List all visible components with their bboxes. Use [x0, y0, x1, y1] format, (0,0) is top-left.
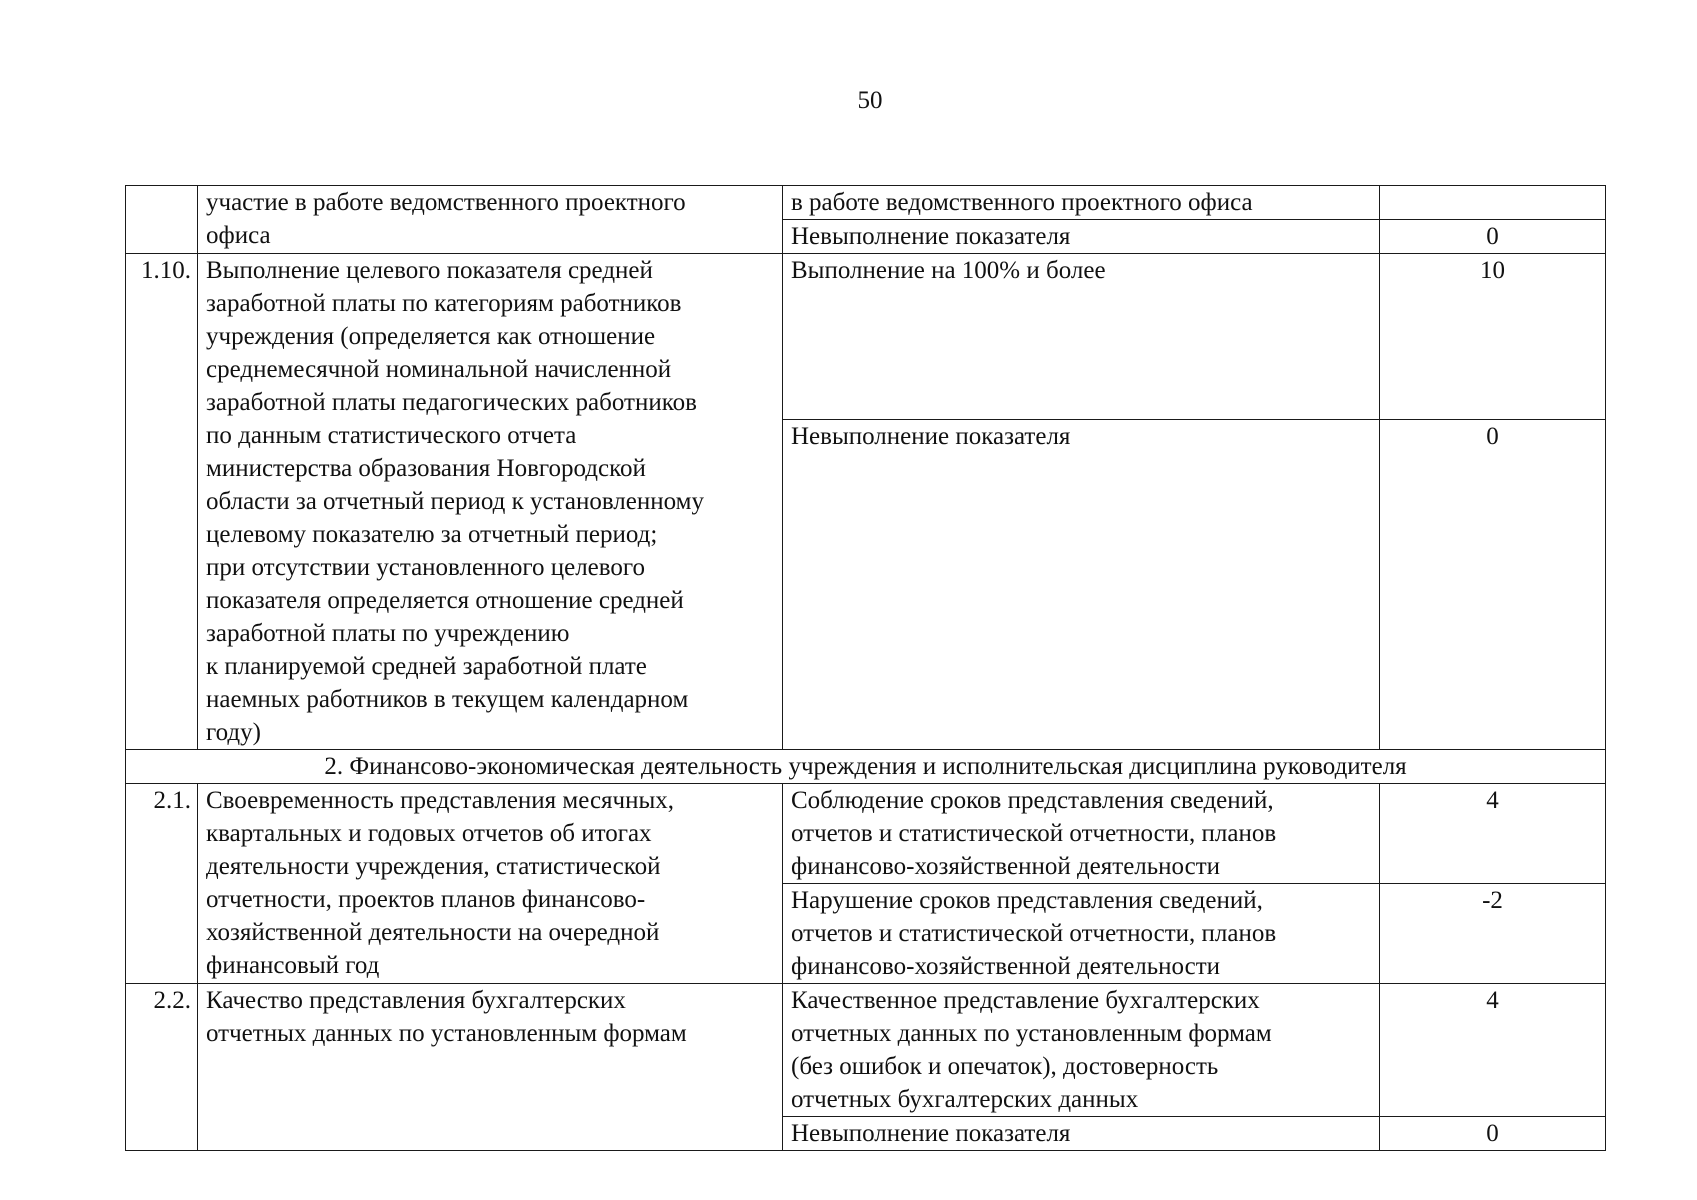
indicator-cell — [198, 254, 783, 750]
indicator-line: к планируемой средней заработной плате — [206, 653, 647, 680]
criterion-cell — [783, 884, 1380, 984]
criterion-line: отчетных данных по установленным формам — [791, 1020, 1272, 1047]
criterion-line: финансово-хозяйственной деятельности — [791, 853, 1221, 880]
indicator-line: отчетных данных по установленным формам — [206, 1020, 687, 1047]
table-row — [126, 186, 1606, 220]
indicator-line: по данным статистического отчета — [206, 422, 577, 449]
indicator-line: заработной платы педагогических работников — [206, 389, 697, 416]
criterion-line: Невыполнение показателя — [791, 223, 1071, 250]
indicator-line: хозяйственной деятельности на очередной — [206, 919, 660, 946]
indicator-line: году) — [206, 719, 261, 746]
criterion-line: Выполнение на 100% и более — [791, 257, 1106, 284]
criterion-line: в работе ведомственного проектного офиса — [791, 189, 1253, 216]
indicator-line: Своевременность представления месячных, — [206, 787, 675, 814]
indicator-cell — [198, 784, 783, 984]
criterion-line: Нарушение сроков представления сведений, — [791, 887, 1263, 914]
criterion-line: отчетов и статистической отчетности, планов — [791, 920, 1277, 947]
row-number: 2.1. — [126, 784, 198, 984]
criterion-line: Невыполнение показателя — [791, 423, 1071, 450]
indicator-line: Качество представления бухгалтерских — [206, 987, 626, 1014]
indicator-line: области за отчетный период к установленному — [206, 488, 704, 515]
indicator-line: министерства образования Новгородской — [206, 455, 646, 482]
page-number: 50 — [857, 87, 883, 114]
table-row — [126, 784, 1606, 884]
score-cell — [1380, 186, 1606, 220]
indicator-line: среднемесячной номинальной начисленной — [206, 356, 672, 383]
criterion-cell — [783, 220, 1380, 254]
indicator-line: показателя определяется отношение средней — [206, 587, 684, 614]
score-cell: 4 — [1380, 784, 1606, 884]
indicator-line: отчетности, проектов планов финансово- — [206, 886, 646, 913]
criterion-line: Качественное представление бухгалтерских — [791, 987, 1260, 1014]
criterion-cell — [783, 1117, 1380, 1151]
indicator-line: Выполнение целевого показателя средней — [206, 257, 653, 284]
indicator-line: офиса — [206, 222, 271, 249]
score-cell: -2 — [1380, 884, 1606, 984]
score-cell: 0 — [1380, 220, 1606, 254]
indicator-line: деятельности учреждения, статистической — [206, 853, 661, 880]
indicator-line: целевому показателю за отчетный период; — [206, 521, 658, 548]
indicator-line: учреждения (определяется как отношение — [206, 323, 656, 350]
indicator-line: наемных работников в текущем календарном — [206, 686, 689, 713]
indicator-line: заработной платы по учреждению — [206, 620, 570, 647]
score-cell: 0 — [1380, 420, 1606, 750]
indicator-cell — [198, 984, 783, 1151]
score-cell: 4 — [1380, 984, 1606, 1117]
criterion-line: отчетных бухгалтерских данных — [791, 1086, 1139, 1113]
row-number — [126, 186, 198, 254]
criterion-cell — [783, 420, 1380, 750]
indicator-line: квартальных и годовых отчетов об итогах — [206, 820, 652, 847]
criterion-cell — [783, 254, 1380, 420]
criterion-line: Невыполнение показателя — [791, 1120, 1071, 1147]
row-number: 2.2. — [126, 984, 198, 1151]
criterion-line: (без ошибок и опечаток), достоверность — [791, 1053, 1219, 1080]
row-number: 1.10. — [126, 254, 198, 750]
section-title: 2. Финансово-экономическая деятельность учреждения и исполнительская дисциплина руководителя — [324, 753, 1407, 780]
score-cell: 10 — [1380, 254, 1606, 420]
indicator-line: участие в работе ведомственного проектного — [206, 189, 686, 216]
section-heading — [126, 750, 1606, 784]
indicator-line: при отсутствии установленного целевого — [206, 554, 646, 581]
criteria-table — [125, 185, 1606, 1151]
criterion-line: отчетов и статистической отчетности, планов — [791, 820, 1277, 847]
table-row — [126, 750, 1606, 784]
indicator-line: финансовый год — [206, 952, 380, 979]
criterion-line: Соблюдение сроков представления сведений, — [791, 787, 1274, 814]
table-row — [126, 984, 1606, 1117]
table-row — [126, 254, 1606, 420]
criterion-cell — [783, 784, 1380, 884]
criterion-cell — [783, 186, 1380, 220]
score-cell: 0 — [1380, 1117, 1606, 1151]
indicator-line: заработной платы по категориям работников — [206, 290, 682, 317]
criterion-line: финансово-хозяйственной деятельности — [791, 953, 1221, 980]
indicator-cell — [198, 186, 783, 254]
criterion-cell — [783, 984, 1380, 1117]
